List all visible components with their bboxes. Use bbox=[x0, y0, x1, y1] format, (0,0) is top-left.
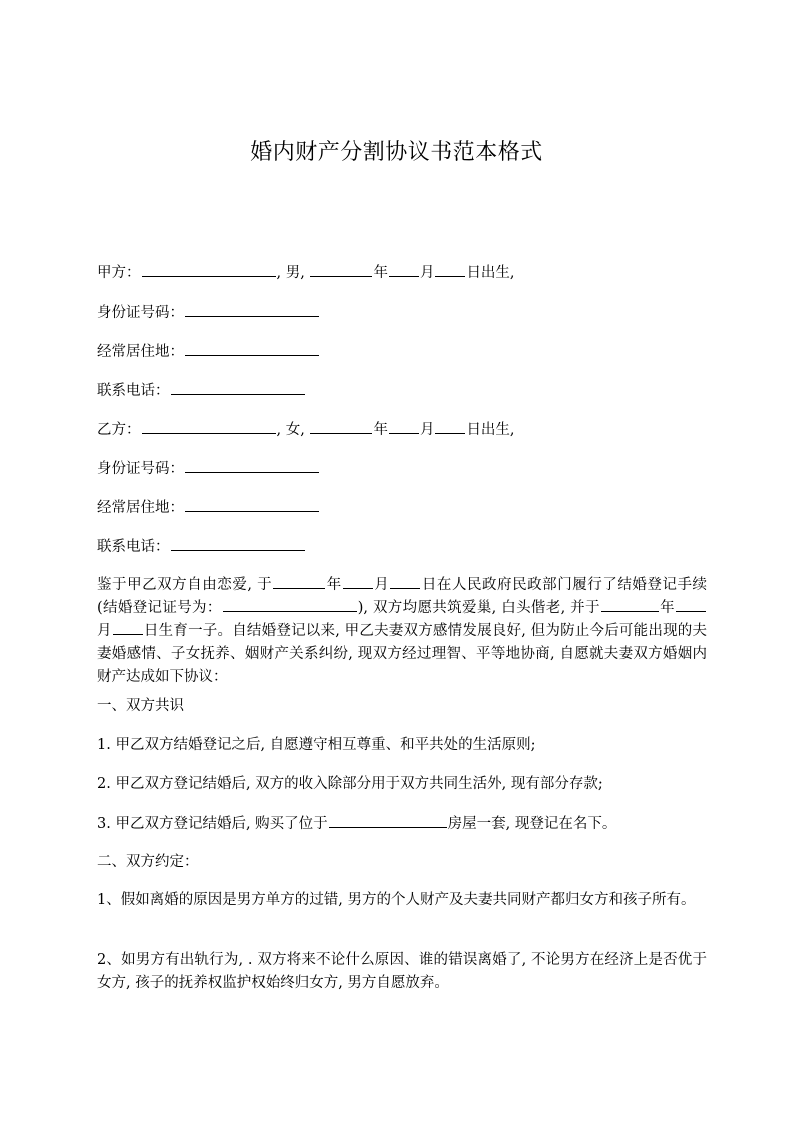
party-a-day-blank bbox=[435, 262, 465, 277]
party-b-id-blank bbox=[185, 458, 319, 473]
property-location-blank bbox=[329, 813, 447, 828]
party-a-phone-blank bbox=[171, 380, 305, 395]
party-a-month: 月 bbox=[419, 265, 435, 281]
party-b-phone-blank bbox=[171, 536, 305, 551]
section2-item2: 2、如男方有出轨行为, . 双方将来不论什么原因、谁的错误离婚了, 不论男方在经济上是否优于女方, 孩子的抚养权监护权始终归女方, 男方自愿放弃。 bbox=[97, 952, 707, 991]
preamble-text-4: 日在人民政府民政部门履行了结婚登记手续(结婚登记证号为： bbox=[97, 577, 708, 616]
party-b-residence-line bbox=[97, 497, 320, 518]
preamble-day-blank bbox=[390, 575, 420, 589]
party-a-phone-line bbox=[97, 380, 306, 401]
party-b-gender: , 女, bbox=[276, 422, 310, 438]
party-a-phone-label: 联系电话： bbox=[97, 383, 170, 399]
party-b-year: 年 bbox=[373, 422, 388, 438]
party-a-residence-blank bbox=[185, 341, 319, 356]
party-b-id-line bbox=[97, 458, 320, 479]
party-a-line bbox=[97, 262, 515, 283]
section2-heading: 二、双方约定： bbox=[97, 854, 199, 870]
party-a-id-blank bbox=[185, 302, 319, 317]
section1-item3 bbox=[97, 813, 616, 834]
preamble-month-blank bbox=[343, 575, 373, 589]
section2-item1: 1、假如离婚的原因是男方单方的过错, 男方的个人财产及夫妻共同财产都归女方和孩子所有。 bbox=[97, 892, 696, 908]
preamble-text-2: 年 bbox=[326, 577, 342, 593]
birth-day-blank bbox=[113, 621, 143, 635]
party-b-day-blank bbox=[435, 419, 465, 434]
birth-year-blank bbox=[601, 598, 659, 612]
party-b-id-label: 身份证号码： bbox=[97, 461, 184, 477]
party-a-month-blank bbox=[389, 262, 419, 277]
party-b-line bbox=[97, 419, 515, 440]
document-title: 婚内财产分割协议书范本格式 bbox=[250, 140, 543, 165]
party-a-day-birth: 日出生, bbox=[466, 265, 515, 281]
party-a-year: 年 bbox=[373, 265, 388, 281]
party-b-residence-label: 经常居住地： bbox=[97, 500, 184, 516]
preamble-text-3: 月 bbox=[373, 577, 390, 593]
party-a-residence-line bbox=[97, 341, 320, 362]
party-b-phone-line bbox=[97, 536, 306, 557]
preamble-paragraph bbox=[97, 574, 707, 689]
preamble-text-8: 日生育一子。自结婚登记以来, 甲乙夫妻双方感情发展良好, 但为防止今后可能出现的夫妻婚感情、子女抚养、姻财产关系纠纷, 现双方经过理智、平等地协商, 自愿就夫妻双方婚姻内财产达成如下协议： bbox=[97, 623, 708, 685]
party-a-gender: , 男, bbox=[276, 265, 310, 281]
party-a-id-label: 身份证号码： bbox=[97, 305, 184, 321]
party-b-residence-blank bbox=[185, 497, 319, 512]
party-b-month-blank bbox=[389, 419, 419, 434]
preamble-text-5: ), 双方均愿共筑爱巢, 白头偕老, 并于 bbox=[357, 600, 600, 616]
party-b-phone-label: 联系电话： bbox=[97, 539, 170, 555]
party-a-label: 甲方： bbox=[97, 265, 141, 281]
party-b-month: 月 bbox=[419, 422, 435, 438]
party-a-residence-label: 经常居住地： bbox=[97, 344, 184, 360]
section1-heading: 一、双方共识 bbox=[97, 698, 184, 714]
section1-item1: 1. 甲乙双方结婚登记之后, 自愿遵守相互尊重、和平共处的生活原则; bbox=[97, 737, 536, 753]
party-b-label: 乙方： bbox=[97, 422, 141, 438]
marriage-cert-blank bbox=[223, 598, 357, 612]
birth-month-blank bbox=[676, 598, 706, 612]
preamble-year-blank bbox=[273, 575, 325, 589]
party-a-id-line bbox=[97, 302, 320, 323]
preamble-text-6: 年 bbox=[659, 600, 676, 616]
party-b-day-birth: 日出生, bbox=[466, 422, 515, 438]
section1-item3-text-a: 3. 甲乙双方登记结婚后, 购买了位于 bbox=[97, 816, 328, 832]
party-b-name-blank bbox=[142, 419, 276, 434]
party-a-year-blank bbox=[310, 262, 372, 277]
preamble-text-1: 鉴于甲乙双方自由恋爱, 于 bbox=[97, 577, 273, 593]
section1-item3-text-b: 房屋一套, 现登记在名下。 bbox=[447, 816, 617, 832]
preamble-text-7: 月 bbox=[97, 623, 112, 639]
section1-item2: 2. 甲乙双方登记结婚后, 双方的收入除部分用于双方共同生活外, 现有部分存款; bbox=[97, 776, 603, 792]
party-a-name-blank bbox=[142, 262, 276, 277]
party-b-year-blank bbox=[310, 419, 372, 434]
